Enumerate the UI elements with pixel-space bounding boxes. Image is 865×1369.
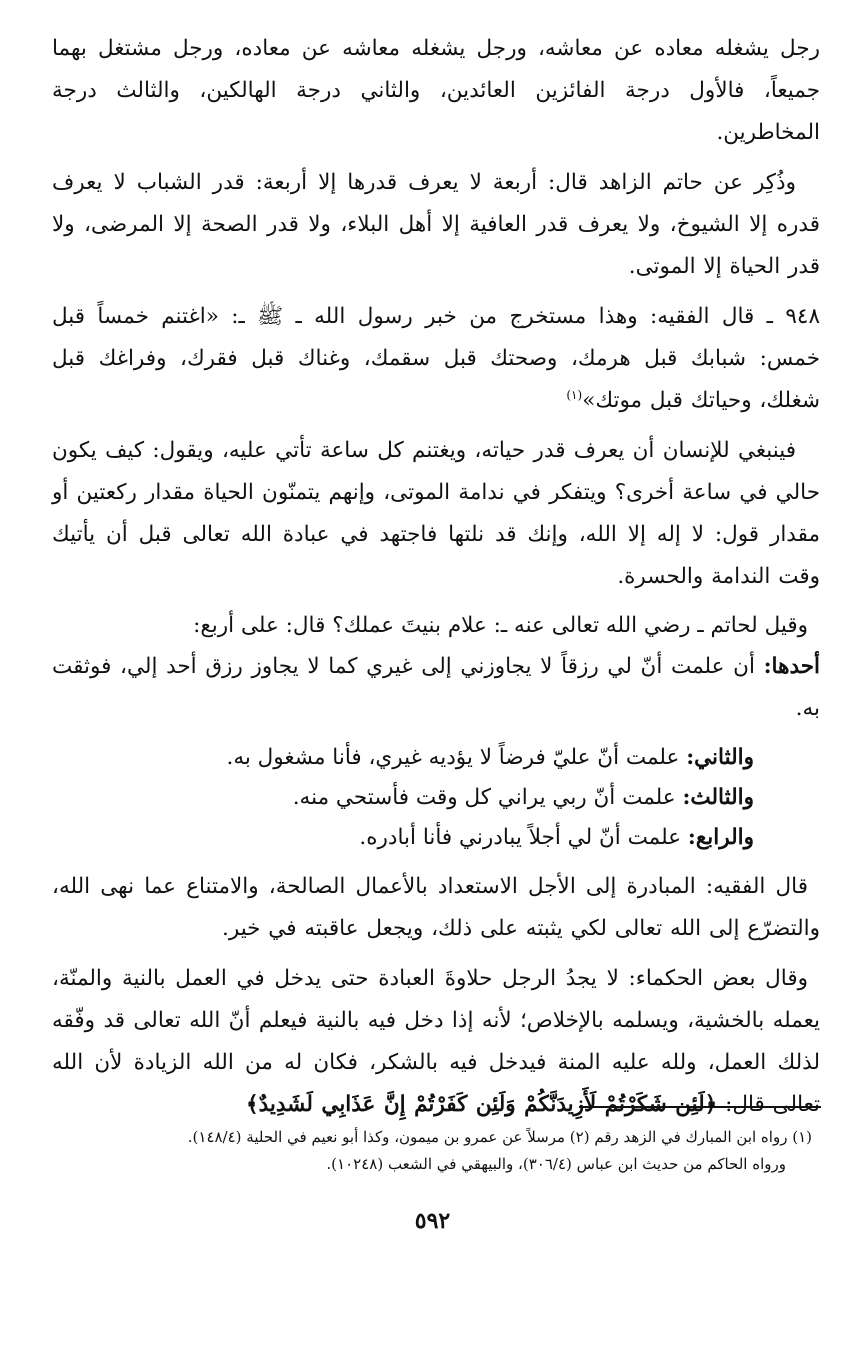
- second-lead: والثاني:: [686, 745, 754, 770]
- page-body: [52, 28, 820, 1134]
- footnote-line-2: ورواه الحاكم من حديث ابن عباس (٣٠٦/٤)، والبيهقي في الشعب (١٠٢٤٨).: [326, 1155, 786, 1173]
- wise-men-text: وقال بعض الحكماء: لا يجدُ الرجل حلاوةَ العبادة حتى يدخل في العمل بالنية والمنّة، يعمله بالخشية، ويسلمه بالإخلاص؛ لأنه إذا دخل فيه بالنية فيعلم أنّ الله تعالى قد وفّقه لذلك العمل، ولله عليه المنة فيدخل فيه بالشكر، فكان له من الله الزيادة لأن الله تعالى قال:: [52, 966, 820, 1117]
- fourth-lead: والرابع:: [687, 825, 754, 850]
- paragraph-second: [52, 738, 820, 778]
- second-text: علمت أنّ عليّ فرضاً لا يؤديه غيري، فأنا مشغول به.: [226, 745, 687, 770]
- first-lead: أحدها:: [763, 654, 820, 679]
- paragraph-hatim-four: وذُكِر عن حاتم الزاهد قال: أربعة لا يعرف قدرها إلا أربعة: قدر الشباب لا يعرف قدره إلا الشيوخ، ولا يعرف قدر العافية إلا أهل البلاء، ولا قدر الصحة إلا المرضى، ولا قدر الحياة إلا الموتى.: [52, 170, 820, 279]
- paragraph-1: رجل يشغله معاده عن معاشه، ورجل يشغله معاشه عن معاده، ورجل مشتغل بهما جميعاً، فالأول درجة الفائزين العائدين، والثاني درجة الهالكين، والثالث درجة المخاطرين.: [52, 36, 820, 145]
- paragraph-faqih-haste: قال الفقيه: المبادرة إلى الأجل الاستعداد بالأعمال الصالحة، والامتناع عما نهى الله، والتضرّع إلى الله تعالى لكي يثبته على ذلك، ويجعل عاقبته في خير.: [52, 874, 820, 941]
- fourth-text: علمت أنّ لي أجلاً يبادرني فأنا أبادره.: [359, 825, 688, 850]
- paragraph-hadith-948: [52, 296, 820, 422]
- third-text: علمت أنّ ربي يراني كل وقت فأستحي منه.: [292, 785, 683, 810]
- paragraph-fourth: [52, 818, 820, 858]
- paragraph-wise-men: [52, 958, 820, 1126]
- page-number: ٥٩٢: [414, 1208, 451, 1234]
- paragraph-hatim-question: وقيل لحاتم ـ رضي الله تعالى عنه ـ: علام بنيتَ عملك؟ قال: على أربع:: [193, 613, 808, 638]
- quran-verse: ﴿لَئِن شَكَرْتُمْ لَأَزِيدَنَّكُمْ وَلَئِن كَفَرْتُمْ إِنَّ عَذَابِي لَشَدِيدٌ﴾: [246, 1092, 718, 1117]
- paragraph-first: [52, 646, 820, 730]
- first-text: أن علمت أنّ لي رزقاً لا يجاوزني إلى غيري كما لا يجاوز رزق أحد إلي، فوثقت به.: [52, 654, 820, 721]
- footnotes: [52, 1124, 812, 1178]
- paragraph-value-of-life: فينبغي للإنسان أن يعرف قدر حياته، ويغتنم كل ساعة تأتي عليه، ويقول: كيف يكون حالي في ساعة أخرى؟ ويتفكر في ندامة الموتى، وإنهم يتمنّون الحياة مقدار ركعتين أو مقدار قول: لا إله إلا الله، وإنك قد نلتها فاجتهد في عبادة الله تعالى قبل أن يأتيك وقت الندامة والحسرة.: [52, 438, 820, 589]
- paragraph-third: [52, 778, 820, 818]
- footnote-line-1: (١) رواه ابن المبارك في الزهد رقم (٢) مرسلاً عن عمرو بن ميمون، وكذا أبو نعيم في الحلية (١٤٨/٤).: [187, 1128, 812, 1146]
- hadith-text: ٩٤٨ ـ قال الفقيه: وهذا مستخرج من خبر رسول الله ـ ﷺ ـ: «اغتنم خمساً قبل خمس: شبابك قبل هرمك، وصحتك قبل سقمك، وغناك قبل فقرك، وفراغك قبل شغلك، وحياتك قبل موتك»: [52, 304, 820, 413]
- footnote-separator: [579, 1106, 821, 1108]
- footnote-reference: (١): [566, 387, 583, 402]
- third-lead: والثالث:: [682, 785, 754, 810]
